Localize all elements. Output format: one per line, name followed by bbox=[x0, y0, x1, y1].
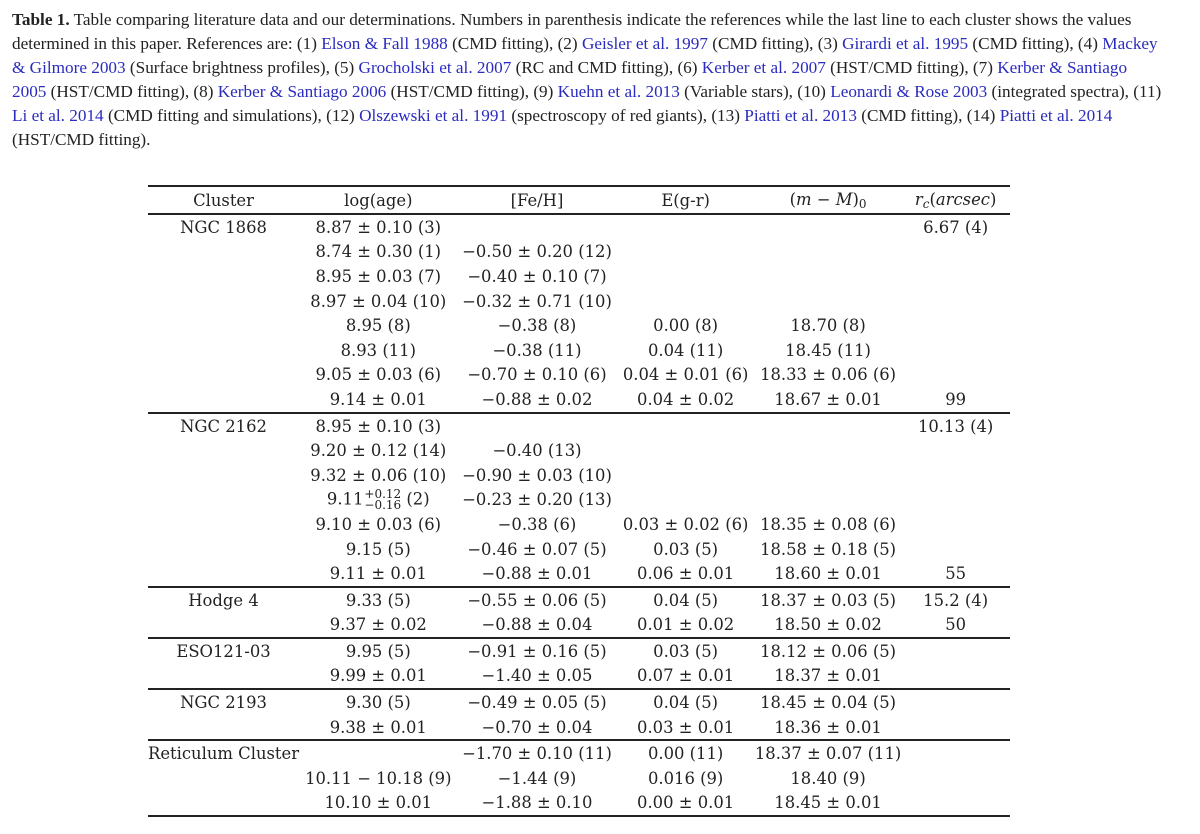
reference-link[interactable]: Elson & Fall 1988 bbox=[321, 34, 448, 53]
cell-core-radius bbox=[901, 512, 1010, 537]
cluster-name-cell bbox=[148, 613, 299, 639]
cell-fe-h: −0.88 ± 0.04 bbox=[481, 615, 593, 635]
cell-fe-h: −0.40 (13) bbox=[492, 441, 582, 461]
table-row bbox=[148, 638, 1010, 664]
table-row bbox=[148, 264, 1010, 289]
reference-link[interactable]: Li et al. 2014 bbox=[12, 106, 104, 125]
cell-fe-h: −0.38 (8) bbox=[497, 316, 577, 336]
cell-core-radius: 10.13 (4) bbox=[901, 413, 1010, 439]
header-cluster: Cluster bbox=[148, 186, 299, 214]
cell-e-g-r: 0.04 (5) bbox=[616, 587, 754, 613]
cluster-name-cell bbox=[148, 338, 299, 363]
cell-e-g-r: 0.04 ± 0.02 bbox=[637, 389, 735, 409]
cell-core-radius bbox=[901, 766, 1010, 791]
cell-core-radius bbox=[901, 338, 1010, 363]
caption-text: (CMD fitting), (2) bbox=[447, 34, 582, 53]
table-row bbox=[148, 363, 1010, 388]
cell-e-g-r bbox=[616, 413, 754, 439]
cell-log-age: 8.95 (8) bbox=[345, 316, 411, 336]
cell-core-radius bbox=[901, 363, 1010, 388]
cell-core-radius bbox=[901, 313, 1010, 338]
cell-e-g-r: 0.00 ± 0.01 bbox=[616, 791, 754, 817]
cell-distance-modulus: 18.37 ± 0.07 (11) bbox=[755, 740, 901, 766]
header-distance-modulus bbox=[755, 186, 901, 214]
cell-core-radius: 15.2 (4) bbox=[901, 587, 1010, 613]
cluster-name-cell bbox=[148, 363, 299, 388]
caption-text: (Surface brightness profiles), (5) bbox=[125, 58, 359, 77]
cell-fe-h: −0.38 (6) bbox=[497, 514, 577, 534]
data-table-container bbox=[148, 185, 1010, 817]
cluster-name-cell: NGC 2193 bbox=[148, 689, 299, 715]
table-row bbox=[148, 289, 1010, 314]
cell-log-age: 8.87 ± 0.10 (3) bbox=[299, 214, 458, 240]
reference-link[interactable]: Geisler et al. 1997 bbox=[581, 34, 708, 53]
cell-log-age: 8.95 ± 0.10 (3) bbox=[299, 413, 458, 439]
table-row bbox=[148, 664, 1010, 690]
caption-text: (CMD fitting), (4) bbox=[968, 34, 1103, 53]
cell-fe-h: −0.38 (11) bbox=[492, 340, 582, 360]
cell-log-age: 9.37 ± 0.02 bbox=[329, 615, 427, 635]
caption-text: (CMD fitting), (14) bbox=[856, 106, 1000, 125]
caption-text: (HST/CMD fitting), (8) bbox=[46, 82, 218, 101]
table-row bbox=[148, 338, 1010, 363]
cell-log-age: 9.33 (5) bbox=[299, 587, 458, 613]
cell-e-g-r: 0.016 (9) bbox=[647, 768, 724, 788]
table-row bbox=[148, 740, 1010, 766]
cell-e-g-r: 0.07 ± 0.01 bbox=[637, 666, 735, 686]
cell-fe-h: −0.40 ± 0.10 (7) bbox=[467, 266, 607, 286]
table-row bbox=[148, 413, 1010, 439]
cell-e-g-r: 0.04 (11) bbox=[647, 340, 724, 360]
cell-e-g-r bbox=[616, 438, 754, 463]
cell-distance-modulus: 18.35 ± 0.08 (6) bbox=[760, 514, 897, 534]
cell-core-radius: 55 bbox=[945, 564, 967, 584]
cell-log-age: 8.95 ± 0.03 (7) bbox=[315, 266, 442, 286]
cell-distance-modulus: 18.33 ± 0.06 (6) bbox=[760, 365, 897, 385]
cell-core-radius bbox=[901, 689, 1010, 715]
header-e-g-r: E(g-r) bbox=[616, 186, 754, 214]
caption-text: (integrated spectra), (11) bbox=[987, 82, 1162, 101]
table-caption bbox=[12, 8, 1162, 152]
cell-fe-h: −0.70 ± 0.10 (6) bbox=[467, 365, 607, 385]
cluster-name-cell bbox=[148, 240, 299, 265]
cluster-name-cell bbox=[148, 561, 299, 587]
error-upper: +0.12 bbox=[364, 486, 402, 501]
header-log-age: log(age) bbox=[299, 186, 458, 214]
cell-core-radius bbox=[901, 289, 1010, 314]
cluster-name-cell bbox=[148, 387, 299, 413]
table-row bbox=[148, 488, 1010, 513]
cell-distance-modulus bbox=[755, 438, 901, 463]
cell-core-radius: 50 bbox=[945, 615, 967, 635]
cell-e-g-r bbox=[616, 264, 754, 289]
table-body bbox=[148, 214, 1010, 816]
cluster-name-cell bbox=[148, 438, 299, 463]
cell-log-age: 9.30 (5) bbox=[299, 689, 458, 715]
cluster-name-cell bbox=[148, 463, 299, 488]
cluster-name-cell bbox=[148, 664, 299, 690]
cell-distance-modulus: 18.70 (8) bbox=[790, 316, 866, 336]
caption-text: Table comparing literature data and our determinations. Numbers in parenthesis indicate the references while the last line to each cluster shows the values determined in this paper. References are: (1) bbox=[12, 10, 1132, 53]
cell-distance-modulus bbox=[755, 488, 901, 513]
cell-distance-modulus: 18.45 ± 0.01 bbox=[755, 791, 901, 817]
table-row bbox=[148, 537, 1010, 562]
cell-core-radius bbox=[901, 438, 1010, 463]
cell-fe-h: −1.88 ± 0.10 bbox=[458, 791, 617, 817]
cell-core-radius bbox=[901, 537, 1010, 562]
cluster-name-cell bbox=[148, 264, 299, 289]
cell-distance-modulus bbox=[755, 240, 901, 265]
table-row bbox=[148, 214, 1010, 240]
cell-distance-modulus: 18.67 ± 0.01 bbox=[774, 389, 882, 409]
cell-e-g-r: 0.04 (5) bbox=[616, 689, 754, 715]
caption-label: Table 1. bbox=[12, 10, 70, 29]
reference-link[interactable]: Kerber et al. 2007 bbox=[701, 58, 826, 77]
core-radius-label: rc(arcsec) bbox=[914, 189, 997, 211]
cell-distance-modulus bbox=[755, 264, 901, 289]
table-row bbox=[148, 689, 1010, 715]
cell-e-g-r bbox=[616, 463, 754, 488]
cell-log-age: 8.97 ± 0.04 (10) bbox=[310, 291, 447, 311]
table-row bbox=[148, 587, 1010, 613]
cell-core-radius: 6.67 (4) bbox=[901, 214, 1010, 240]
table-row bbox=[148, 613, 1010, 639]
cell-e-g-r: 0.03 (5) bbox=[653, 539, 719, 559]
table-row bbox=[148, 512, 1010, 537]
cluster-name-cell bbox=[148, 715, 299, 741]
cell-e-g-r: 0.01 ± 0.02 bbox=[637, 615, 735, 635]
cell-e-g-r bbox=[616, 240, 754, 265]
reference-link[interactable]: Leonardi & Rose 2003 bbox=[830, 82, 988, 101]
table-row bbox=[148, 766, 1010, 791]
cell-e-g-r: 0.00 (8) bbox=[653, 316, 719, 336]
cell-e-g-r: 0.00 (11) bbox=[616, 740, 754, 766]
cluster-name-cell: Reticulum Cluster bbox=[148, 740, 299, 766]
cell-distance-modulus: 18.37 ± 0.03 (5) bbox=[755, 587, 901, 613]
reference-link[interactable]: Kerber & Santiago 2005 bbox=[12, 58, 1128, 101]
cell-fe-h: −0.46 ± 0.07 (5) bbox=[467, 539, 607, 559]
cluster-name-cell: NGC 1868 bbox=[148, 214, 299, 240]
cell-fe-h: −0.70 ± 0.04 bbox=[481, 717, 593, 737]
cell-log-age: 10.10 ± 0.01 bbox=[299, 791, 458, 817]
table-row bbox=[148, 240, 1010, 265]
caption-body bbox=[12, 10, 1161, 149]
table-row bbox=[148, 313, 1010, 338]
caption-text: (HST/CMD fitting), (7) bbox=[825, 58, 998, 77]
cell-core-radius bbox=[901, 463, 1010, 488]
cluster-name-cell bbox=[148, 512, 299, 537]
table-row bbox=[148, 561, 1010, 587]
cell-distance-modulus bbox=[755, 463, 901, 488]
table-row bbox=[148, 715, 1010, 741]
cluster-name-cell: NGC 2162 bbox=[148, 413, 299, 439]
caption-text: (spectroscopy of red giants), (13) bbox=[507, 106, 745, 125]
cell-distance-modulus bbox=[755, 413, 901, 439]
cell-e-g-r: 0.04 ± 0.01 (6) bbox=[622, 365, 749, 385]
reference-link[interactable]: Kerber & Santiago 2006 bbox=[217, 82, 387, 101]
reference-link[interactable]: Mackey & Gilmore 2003 bbox=[12, 34, 1158, 77]
cell-core-radius bbox=[901, 740, 1010, 766]
distance-modulus-label: (m − M)0 bbox=[789, 189, 867, 211]
caption-text: (RC and CMD fitting), (6) bbox=[511, 58, 702, 77]
cell-log-age: 10.11 − 10.18 (9) bbox=[305, 768, 452, 788]
cell-distance-modulus: 18.45 (11) bbox=[785, 340, 871, 360]
cell-e-g-r: 0.03 ± 0.02 (6) bbox=[622, 514, 749, 534]
cell-distance-modulus: 18.58 ± 0.18 (5) bbox=[760, 539, 897, 559]
cell-core-radius bbox=[901, 664, 1010, 690]
cell-distance-modulus: 18.40 (9) bbox=[790, 768, 866, 788]
table-row bbox=[148, 438, 1010, 463]
cell-distance-modulus: 18.37 ± 0.01 bbox=[774, 666, 882, 686]
asymmetric-error bbox=[364, 486, 402, 512]
cell-fe-h: −0.88 ± 0.02 bbox=[481, 389, 593, 409]
cell-e-g-r: 0.06 ± 0.01 bbox=[637, 564, 735, 584]
error-lower: −0.16 bbox=[364, 497, 402, 512]
cluster-name-cell bbox=[148, 537, 299, 562]
cell-e-g-r bbox=[616, 214, 754, 240]
cell-distance-modulus: 18.60 ± 0.01 bbox=[774, 564, 882, 584]
reference-link[interactable]: Piatti et al. 2014 bbox=[999, 106, 1113, 125]
cell-log-age bbox=[299, 740, 458, 766]
cell-e-g-r bbox=[616, 289, 754, 314]
cell-fe-h: −0.55 ± 0.06 (5) bbox=[458, 587, 617, 613]
cell-e-g-r: 0.03 ± 0.01 bbox=[637, 717, 735, 737]
cell-log-age: 9.05 ± 0.03 (6) bbox=[315, 365, 442, 385]
cell-fe-h: −0.32 ± 0.71 (10) bbox=[462, 291, 612, 311]
cell-fe-h: −0.88 ± 0.01 bbox=[481, 564, 593, 584]
cell-log-age: 9.15 (5) bbox=[345, 539, 411, 559]
cell-log-age: 9.11 +0.12 −0.16 (2) bbox=[326, 486, 430, 512]
cluster-name-cell bbox=[148, 766, 299, 791]
cell-core-radius: 99 bbox=[945, 389, 967, 409]
cluster-name-cell: ESO121-03 bbox=[148, 638, 299, 664]
data-table bbox=[148, 185, 1010, 817]
table-row bbox=[148, 463, 1010, 488]
cell-core-radius bbox=[901, 488, 1010, 513]
cell-fe-h bbox=[458, 214, 617, 240]
cell-distance-modulus: 18.12 ± 0.06 (5) bbox=[755, 638, 901, 664]
cell-core-radius bbox=[901, 791, 1010, 817]
reference-number: (2) bbox=[401, 489, 430, 509]
caption-text: (Variable stars), (10) bbox=[679, 82, 831, 101]
cell-log-age: 9.32 ± 0.06 (10) bbox=[310, 465, 447, 485]
cell-fe-h: −0.23 ± 0.20 (13) bbox=[462, 490, 612, 510]
cell-e-g-r: 0.03 (5) bbox=[616, 638, 754, 664]
caption-text: (CMD fitting and simulations), (12) bbox=[103, 106, 360, 125]
cell-log-age: 8.74 ± 0.30 (1) bbox=[315, 242, 442, 262]
cell-fe-h: −0.49 ± 0.05 (5) bbox=[458, 689, 617, 715]
reference-link[interactable]: Kuehn et al. 2013 bbox=[557, 82, 680, 101]
cell-fe-h: −1.70 ± 0.10 (11) bbox=[458, 740, 617, 766]
cell-distance-modulus bbox=[755, 214, 901, 240]
table-row bbox=[148, 791, 1010, 817]
caption-text: (HST/CMD fitting). bbox=[12, 130, 151, 149]
reference-link[interactable]: Girardi et al. 1995 bbox=[842, 34, 969, 53]
cluster-name-cell bbox=[148, 289, 299, 314]
cell-log-age: 9.20 ± 0.12 (14) bbox=[310, 441, 447, 461]
cluster-name-cell bbox=[148, 313, 299, 338]
cell-core-radius bbox=[901, 715, 1010, 741]
cell-log-age: 9.10 ± 0.03 (6) bbox=[315, 514, 442, 534]
cell-fe-h bbox=[458, 413, 617, 439]
table-row bbox=[148, 387, 1010, 413]
reference-link[interactable]: Grocholski et al. 2007 bbox=[358, 58, 512, 77]
cell-log-age: 9.38 ± 0.01 bbox=[329, 717, 427, 737]
cell-log-age: 9.11 ± 0.01 bbox=[329, 564, 427, 584]
cell-core-radius bbox=[901, 638, 1010, 664]
cell-distance-modulus bbox=[755, 289, 901, 314]
cell-log-age: 8.93 (11) bbox=[340, 340, 416, 360]
cell-log-age: 9.14 ± 0.01 bbox=[329, 389, 427, 409]
caption-text: (CMD fitting), (3) bbox=[707, 34, 843, 53]
cell-distance-modulus: 18.36 ± 0.01 bbox=[774, 717, 882, 737]
cluster-name-cell bbox=[148, 488, 299, 513]
cell-fe-h: −0.50 ± 0.20 (12) bbox=[462, 242, 612, 262]
header-fe-h: [Fe/H] bbox=[458, 186, 617, 214]
cell-distance-modulus: 18.50 ± 0.02 bbox=[774, 615, 882, 635]
cell-core-radius bbox=[901, 264, 1010, 289]
cell-log-age: 9.99 ± 0.01 bbox=[329, 666, 427, 686]
header-core-radius bbox=[901, 186, 1010, 214]
reference-link[interactable]: Piatti et al. 2013 bbox=[744, 106, 857, 125]
cell-fe-h: −1.44 (9) bbox=[497, 768, 577, 788]
cell-fe-h: −1.40 ± 0.05 bbox=[481, 666, 593, 686]
cluster-name-cell bbox=[148, 791, 299, 817]
cell-fe-h: −0.91 ± 0.16 (5) bbox=[458, 638, 617, 664]
cell-core-radius bbox=[901, 240, 1010, 265]
cluster-name-cell: Hodge 4 bbox=[148, 587, 299, 613]
cell-e-g-r bbox=[616, 488, 754, 513]
caption-text: (HST/CMD fitting), (9) bbox=[386, 82, 558, 101]
reference-link[interactable]: Olszewski et al. 1991 bbox=[359, 106, 508, 125]
cell-log-age: 9.95 (5) bbox=[299, 638, 458, 664]
cell-fe-h: −0.90 ± 0.03 (10) bbox=[462, 465, 612, 485]
cell-distance-modulus: 18.45 ± 0.04 (5) bbox=[755, 689, 901, 715]
table-header-row bbox=[148, 186, 1010, 214]
